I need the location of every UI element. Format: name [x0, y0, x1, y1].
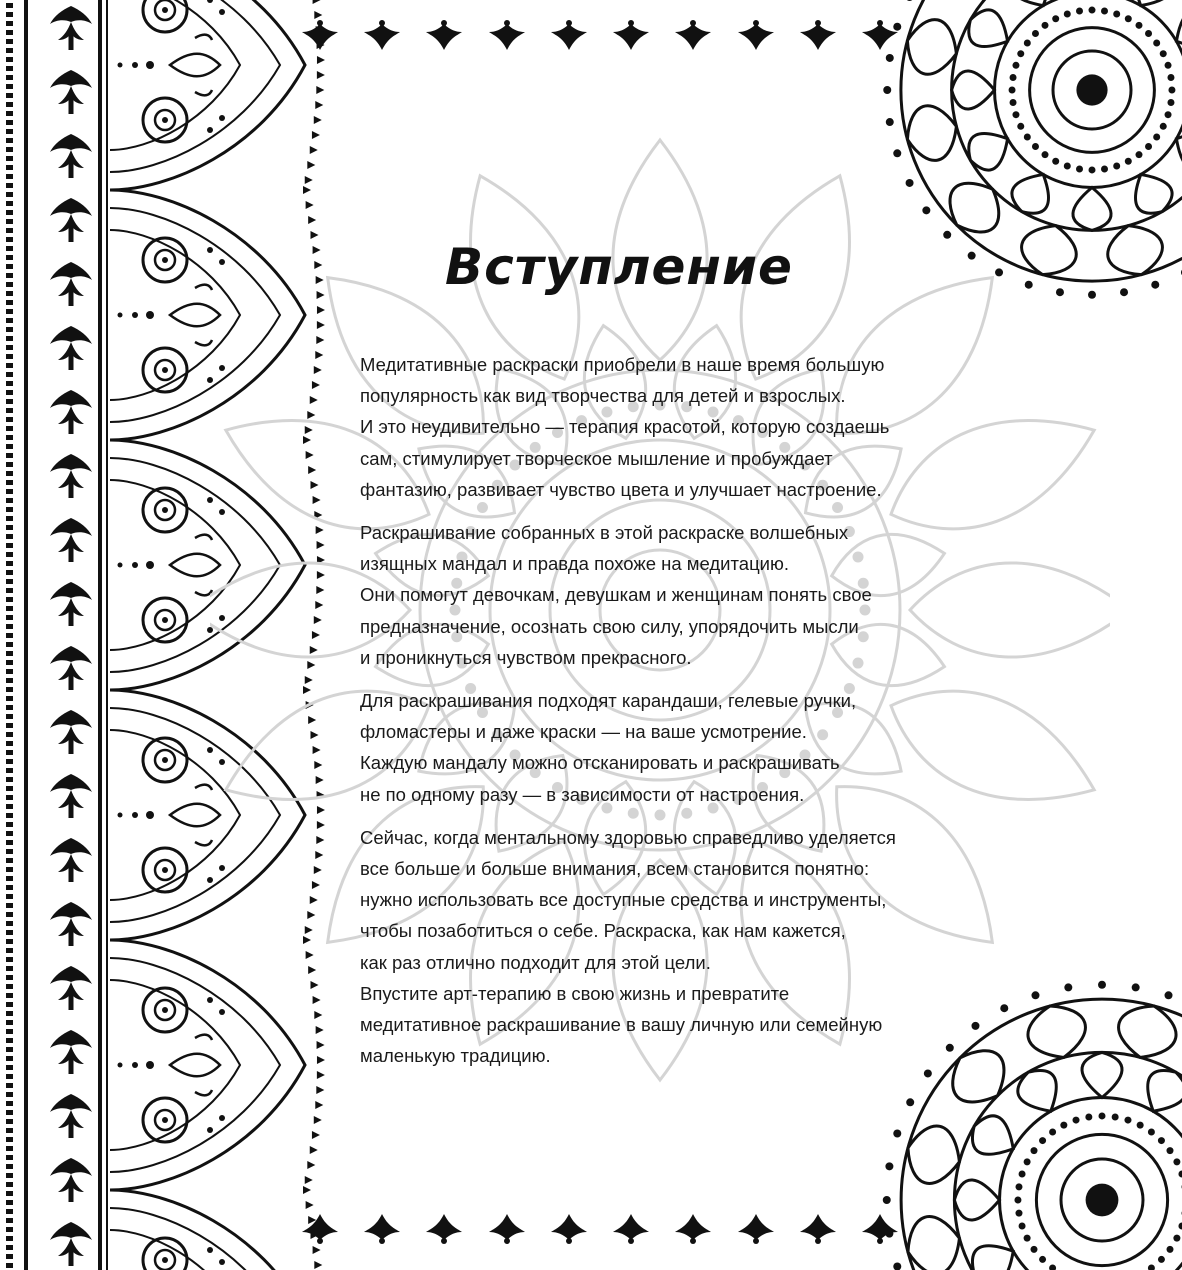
border-rule: [24, 0, 28, 1270]
text-line: фантазию, развивает чувство цвета и улучшает настроение.: [360, 478, 882, 500]
text-line: нужно использовать все доступные средства и инструменты,: [360, 889, 887, 911]
text-line: чтобы позаботиться о себе. Раскраска, как нам кажется,: [360, 920, 846, 942]
text-line: все больше и больше внимания, всем становится понятно:: [360, 858, 870, 880]
text-line: предназначение, осознать свою силу, упорядочить мысли: [360, 615, 859, 637]
border-rule: [98, 0, 102, 1270]
fleuron-icon: [300, 1210, 340, 1244]
text-line: Раскрашивание собранных в этой раскраске волшебных: [360, 522, 849, 544]
fleuron-row-top: [300, 20, 900, 60]
fleuron-icon: [487, 20, 527, 54]
text-line: медитативное раскрашивание в вашу личную или семейную: [360, 1014, 883, 1036]
fleuron-icon: [673, 1210, 713, 1244]
fleuron-icon: [798, 20, 838, 54]
text-line: маленькую традицию.: [360, 1045, 551, 1067]
fleuron-icon: [549, 20, 589, 54]
text-line: Они помогут девочкам, девушкам и женщинам понять свое: [360, 584, 872, 606]
body-text: [360, 349, 980, 1083]
fleuron-icon: [860, 20, 900, 54]
paragraph: [360, 349, 980, 505]
text-line: и проникнуться чувством прекрасного.: [360, 646, 692, 668]
border-rule: [106, 0, 108, 1270]
paragraph: [360, 685, 980, 810]
text-line: как раз отлично подходит для этой цели.: [360, 951, 711, 973]
dotted-edge-border: [6, 0, 14, 1270]
fleuron-icon: [362, 1210, 402, 1244]
text-line: фломастеры и даже краски — на ваше усмотрение.: [360, 721, 807, 743]
fleuron-row-bottom: [300, 1210, 900, 1250]
fleuron-icon: [798, 1210, 838, 1244]
fleuron-column-icon: [46, 0, 96, 1270]
fleuron-icon: [300, 20, 340, 54]
text-line: Впустите арт-терапию в свою жизнь и превратите: [360, 982, 790, 1004]
fleuron-icon: [549, 1210, 589, 1244]
text-line: Для раскрашивания подходят карандаши, гелевые ручки,: [360, 690, 857, 712]
fleuron-icon: [424, 1210, 464, 1244]
paragraph: [360, 822, 980, 1072]
page-title: Вступление: [445, 238, 793, 296]
fleuron-icon: [611, 20, 651, 54]
fleuron-icon: [736, 20, 776, 54]
paragraph: [360, 517, 980, 673]
text-line: изящных мандал и правда похоже на медитацию.: [360, 553, 790, 575]
text-line: Сейчас, когда ментальному здоровью справедливо уделяется: [360, 826, 896, 848]
text-line: Медитативные раскраски приобрели в наше время большую: [360, 354, 885, 375]
text-line: Каждую мандалу можно отсканировать и раскрашивать: [360, 752, 840, 774]
fleuron-icon: [362, 20, 402, 54]
fleuron-icon: [611, 1210, 651, 1244]
text-line: сам, стимулирует творческое мышление и пробуждает: [360, 447, 833, 469]
fleuron-icon: [673, 20, 713, 54]
mandala-icon: [882, 0, 1182, 300]
fleuron-icon: [860, 1210, 900, 1244]
fleuron-icon: [736, 1210, 776, 1244]
fleuron-icon: [487, 1210, 527, 1244]
text-line: популярность как вид творчества для детей и взрослых.: [360, 385, 846, 407]
text-line: не по одному разу — в зависимости от настроения.: [360, 783, 805, 805]
fleuron-icon: [424, 20, 464, 54]
text-line: И это неудивительно — терапия красотой, которую создаешь: [360, 416, 890, 438]
